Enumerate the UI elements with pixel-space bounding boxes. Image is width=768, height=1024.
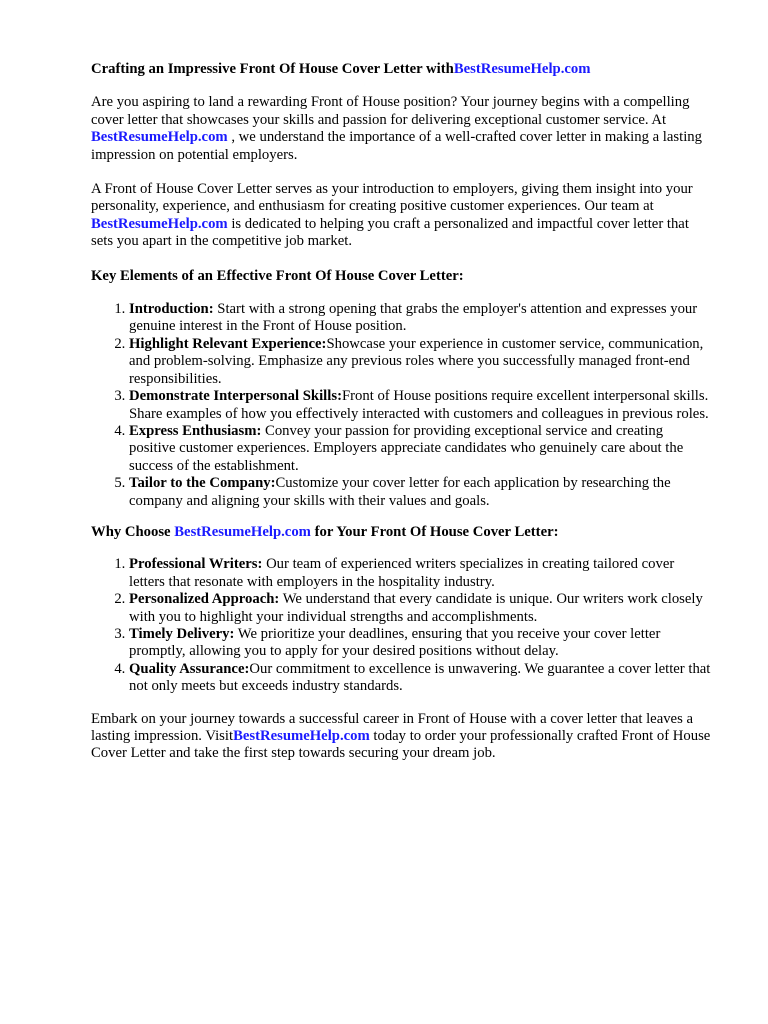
- list-item-text: Start with a strong opening that grabs the employer's attention and expresses your genuine interest in the Front of House position.: [129, 301, 698, 335]
- list-item: [129, 556, 712, 591]
- intro-paragraph: [91, 94, 712, 164]
- closing-link[interactable]: BestResumeHelp.com: [233, 728, 370, 744]
- list-item-label: Professional Writers:: [129, 556, 263, 573]
- list-item-text: We understand that every candidate is unique. Our writers work closely with you to highlight your individual strengths and accomplishments.: [129, 591, 703, 625]
- intro-text-after: , we understand the importance of a well-crafted cover letter in making a lasting impression on potential employers.: [91, 129, 702, 163]
- list-item-label: Tailor to the Company:: [129, 475, 276, 492]
- list-item-text: We prioritize your deadlines, ensuring that you receive your cover letter promptly, allowing you to apply for your desired positions without delay.: [129, 625, 661, 660]
- page-title: [91, 61, 712, 78]
- closing-text-after: today to order your professionally crafted Front of House Cover Letter and take the first step towards securing your dream job.: [91, 728, 711, 762]
- list-item-text: Customize your cover letter for each application by researching the company and aligning your skills with their values and goals.: [129, 475, 671, 509]
- list-item: [129, 661, 712, 696]
- list-item: [129, 626, 712, 661]
- list-item-label: Introduction:: [129, 301, 214, 318]
- title-text: Crafting an Impressive Front Of House Cover Letter with: [91, 61, 454, 77]
- list-item-text: Our commitment to excellence is unwavering. We guarantee a cover letter that not only meets but exceeds industry standards.: [129, 660, 711, 695]
- why-choose-list: [91, 556, 712, 695]
- list-item-text: Showcase your experience in customer service, communication, and problem-solving. Emphasize any previous roles where you successfully managed front-end responsibilities.: [129, 335, 704, 387]
- why-choose-heading: [91, 524, 712, 541]
- list-item: [129, 388, 712, 423]
- intro-text-before: Are you aspiring to land a rewarding Front of House position? Your journey begins with a compelling cover letter that showcases your skills and passion for delivering exceptional customer service. At: [91, 94, 690, 128]
- list-item-label: Personalized Approach:: [129, 591, 280, 608]
- list-item-label: Express Enthusiasm:: [129, 422, 262, 439]
- list-item-label: Quality Assurance:: [129, 660, 250, 677]
- closing-text-before: Embark on your journey towards a successful career in Front of House with a cover letter that leaves a lasting impression. Visit: [91, 710, 693, 744]
- key-elements-heading: Key Elements of an Effective Front Of House Cover Letter:: [91, 267, 464, 284]
- list-item-label: Highlight Relevant Experience:: [129, 335, 327, 352]
- why-heading-after: for Your Front Of House Cover Letter:: [310, 523, 559, 540]
- second-text-before: A Front of House Cover Letter serves as your introduction to employers, giving them insight into your personality, experience, and enthusiasm for creating positive customer experiences. Our team at: [91, 181, 693, 215]
- intro-link[interactable]: BestResumeHelp.com: [91, 129, 228, 146]
- key-elements-list: [91, 301, 712, 510]
- list-item: [129, 475, 712, 510]
- second-paragraph: [91, 181, 712, 251]
- list-item: [129, 336, 712, 388]
- closing-paragraph: [91, 711, 712, 763]
- title-link[interactable]: BestResumeHelp.com: [453, 61, 591, 77]
- second-text-after: is dedicated to helping you craft a personalized and impactful cover letter that sets you apart in the competitive job market.: [91, 215, 689, 250]
- list-item-text: Convey your passion for providing exceptional service and creating positive customer experiences. Employers appreciate candidates who genuinely care about the success of the establishment.: [129, 422, 684, 474]
- list-item-text: Front of House positions require excellent interpersonal skills. Share examples of how you effectively interacted with customers and colleagues in previous roles.: [129, 388, 709, 422]
- list-item: [129, 301, 712, 336]
- list-item-text: Our team of experienced writers specializes in creating tailored cover letters that resonate with employers in the hospitality industry.: [129, 556, 675, 590]
- list-item-label: Timely Delivery:: [129, 625, 235, 642]
- why-heading-link[interactable]: BestResumeHelp.com: [174, 523, 311, 540]
- second-link[interactable]: BestResumeHelp.com: [91, 215, 228, 232]
- list-item: [129, 591, 712, 626]
- why-heading-before: Why Choose: [91, 523, 175, 540]
- list-item-label: Demonstrate Interpersonal Skills:: [129, 388, 342, 405]
- list-item: [129, 423, 712, 475]
